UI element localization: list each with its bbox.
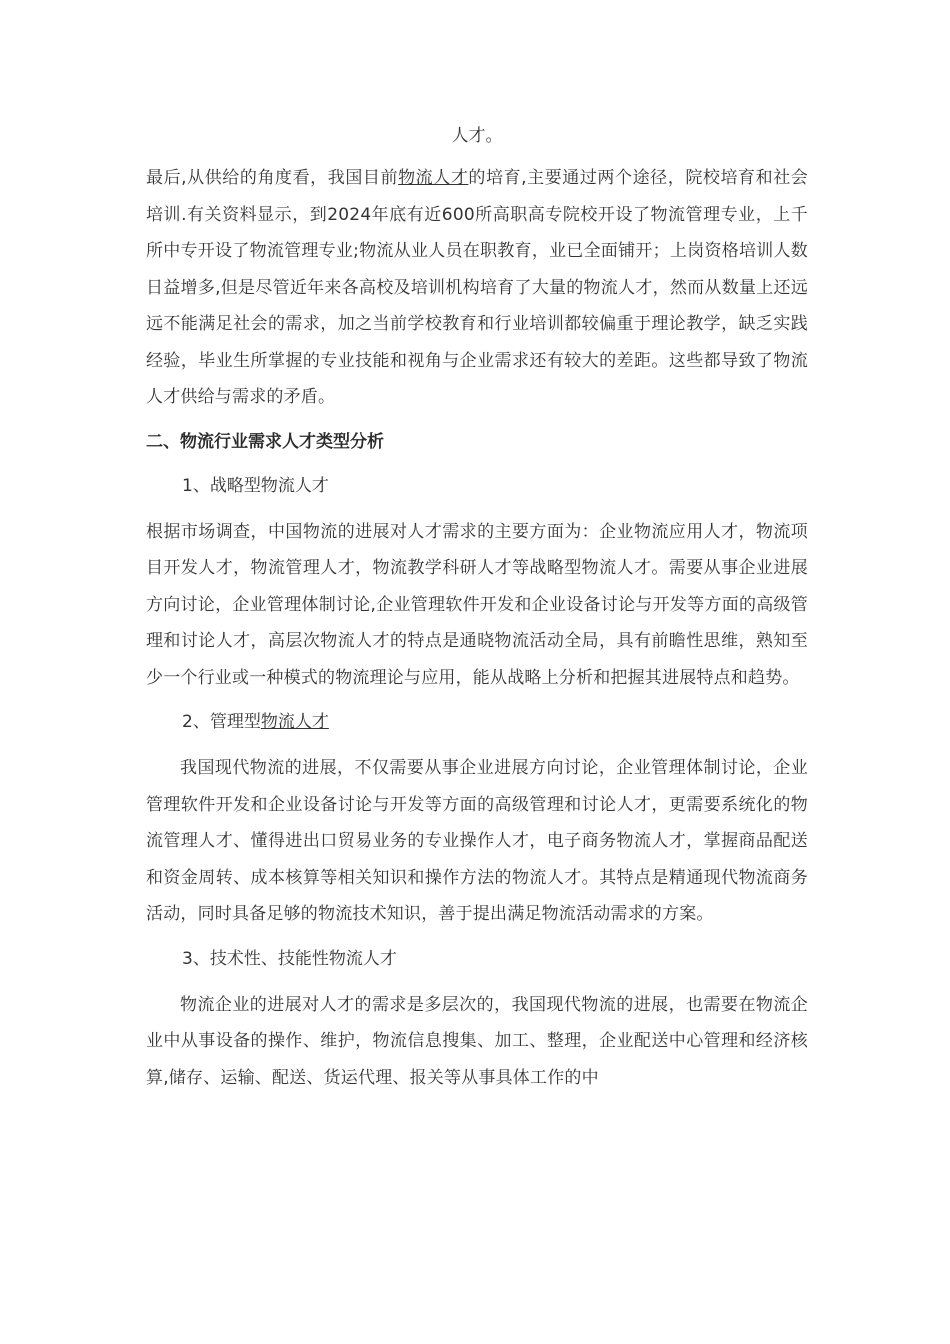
paragraph-management: 我国现代物流的进展，不仅需要从事企业进展方向讨论，企业管理体制讨论，企业管理软件开发和企业设备讨论与开发等方面的高级管理和讨论人才，更需要系统化的物流管理人才、懂得进出口贸易业务的专业操作人才，电子商务物流人才，掌握商品配送和资金周转、成本核算等相关知识和操作方法的物流人才。其特点是精通现代物流商务活动，同时具备足够的物流技术知识，善于提出满足物流活动需求的方案。 — [146, 758, 808, 924]
subheading-text: 2、管理型 — [182, 712, 261, 732]
continued-line: 人才。 — [451, 126, 503, 146]
paragraph-supply — [146, 160, 808, 416]
paragraph-technical: 物流企业的进展对人才的需求是多层次的，我国现代物流的进展，也需要在物流企业中从事设备的操作、维护，物流信息搜集、加工、整理，企业配送中心管理和经济核算,储存、运输、配送、货运代理、报关等从事具体工作的中 — [146, 994, 808, 1088]
subheading-technical: 3、技术性、技能性物流人才 — [182, 948, 397, 969]
subheading-management — [146, 704, 808, 740]
paragraph-text: 最后,从供给的角度看，我国目前 — [146, 168, 399, 188]
paragraph-text: 的培育,主要通过两个途径，院校培育和社会培训.有关资料显示，到2024年底有近600所高职高专院校开设了物流管理专业，上千所中专开设了物流管理专业;物流从业人员在职教育，业已全面铺开；上岗资格培训人数日益增多,但是尽管近年来各高校及培训机构培育了大量的物流人才，然而从数量上还远远不能满足社会的需求，加之当前学校教育和行业培训都较偏重于理论教学，缺乏实践经验，毕业生所掌握的专业技能和视角与企业需求还有较大的差距。这些都导致了物流人才供给与需求的矛盾。 — [146, 168, 808, 407]
logistics-talent-link[interactable]: 物流人才 — [260, 712, 329, 732]
paragraph-strategic: 根据市场调查，中国物流的进展对人才需求的主要方面为：企业物流应用人才，物流项目开发人才，物流管理人才，物流教学科研人才等战略型物流人才。需要从事企业进展方向讨论，企业管理体制讨论,企业管理软件开发和企业设备讨论与开发等方面的高级管理和讨论人才，高层次物流人才的特点是通晓物流活动全局，具有前瞻性思维，熟知至少一个行业或一种模式的物流理论与应用，能从战略上分析和把握其进展特点和趋势。 — [146, 521, 808, 688]
subheading-strategic: 1、战略型物流人才 — [182, 475, 329, 496]
document-body — [146, 118, 808, 1104]
section-heading-talent-types: 二、物流行业需求人才类型分析 — [146, 431, 384, 452]
logistics-talent-link[interactable]: 物流人才 — [398, 168, 469, 188]
